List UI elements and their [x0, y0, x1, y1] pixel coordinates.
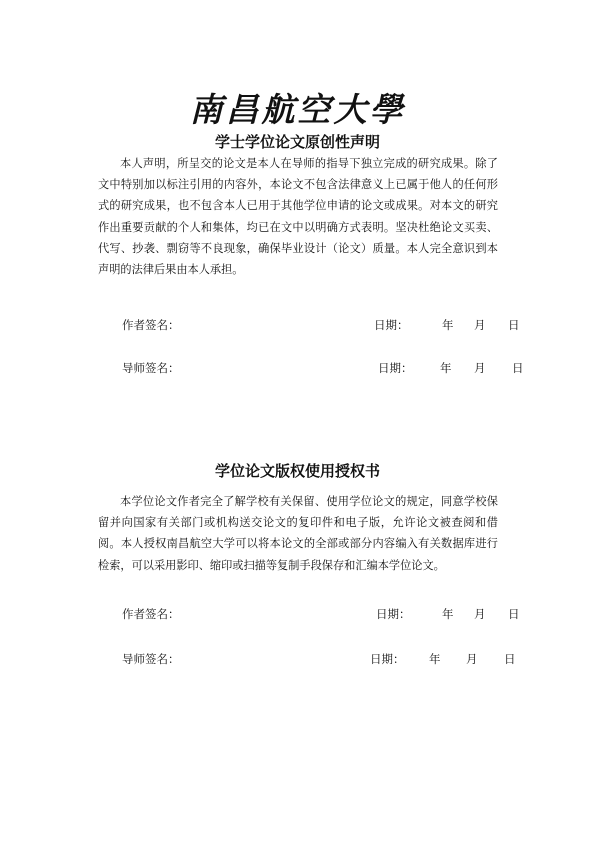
authorization-body: 本学位论文作者完全了解学校有关保留、使用学位论文的规定，同意学校保留并向国家有关部门或机构送交论文的复印件和电子版，允许论文被查阅和借阅。本人授权南昌航空大学可以将本论文的全部或部分内容编入有关数据库进行检索，可以采用影印、缩印或扫描等复制手段保存和汇编本学位论文。: [98, 495, 498, 572]
month-label: 月: [474, 361, 486, 375]
month-label: 月: [466, 652, 478, 666]
date-label: 日期：: [374, 318, 409, 332]
day-label: 日: [508, 607, 520, 621]
date-label: 日期：: [370, 652, 405, 666]
university-logo: 南昌航空大學: [189, 90, 406, 129]
date-label: 日期：: [376, 607, 411, 621]
author-signature-label: 作者签名：: [122, 607, 180, 621]
date-label: 日期：: [378, 361, 413, 375]
day-label: 日: [512, 361, 524, 375]
declaration-body: 本人声明，所呈交的论文是本人在导师的指导下独立完成的研究成果。除了文中特别加以标注引用的内容外，本论文不包含法律意义上已属于他人的任何形式的研究成果，也不包含本人已用于其他学位申请的论文或成果。对本文的研究作出重要贡献的个人和集体，均已在文中以明确方式表明。坚决杜绝论文买卖、代写、抄袭、剽窃等不良现象，确保毕业设计（论文）质量。本人完全意识到本声明的法律后果由本人承担。: [98, 157, 498, 277]
authorization-supervisor-signature-row: [122, 651, 522, 671]
year-label: 年: [440, 361, 452, 375]
month-label: 月: [474, 318, 486, 332]
declaration-supervisor-signature-row: [122, 360, 522, 380]
authorization-author-signature-row: [122, 606, 522, 626]
supervisor-signature-label: 导师签名：: [122, 652, 180, 666]
year-label: 年: [429, 652, 441, 666]
year-label: 年: [442, 607, 454, 621]
day-label: 日: [504, 652, 516, 666]
month-label: 月: [474, 607, 486, 621]
declaration-author-signature-row: [122, 317, 522, 337]
year-label: 年: [442, 318, 454, 332]
authorization-title: 学位论文版权使用授权书: [214, 462, 380, 480]
day-label: 日: [508, 318, 520, 332]
author-signature-label: 作者签名：: [122, 318, 180, 332]
declaration-title: 学士学位论文原创性声明: [214, 133, 380, 151]
supervisor-signature-label: 导师签名：: [122, 361, 180, 375]
